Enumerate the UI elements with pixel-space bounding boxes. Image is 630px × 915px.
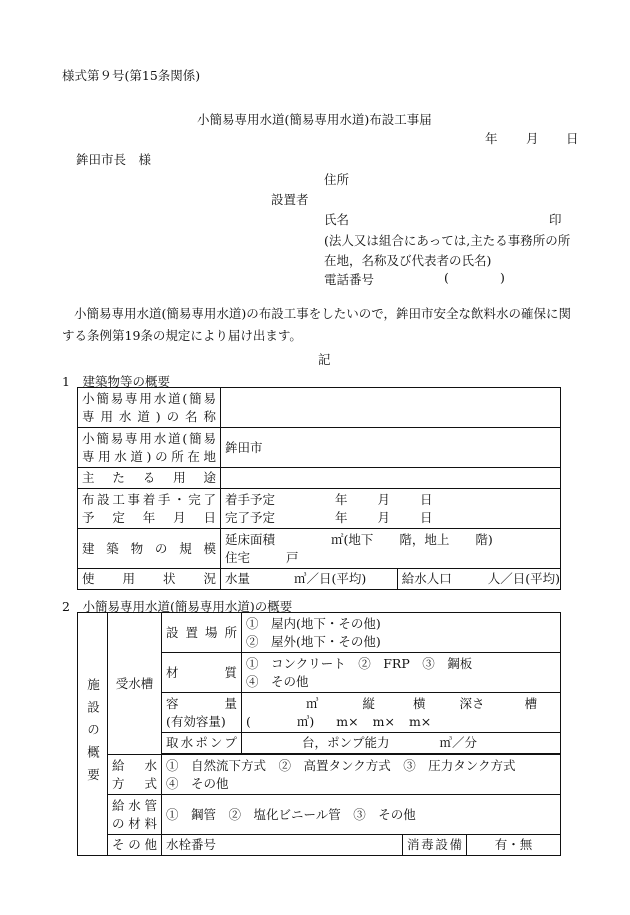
name-label: 氏名	[324, 212, 350, 227]
building-summary-table	[77, 387, 561, 590]
phone-open-paren: (	[444, 270, 449, 285]
facility-summary-table	[77, 612, 561, 856]
location-value[interactable]: 鉾田市	[221, 428, 561, 468]
facility-label: 施設の概要	[78, 613, 108, 856]
usage-value[interactable]	[221, 468, 561, 489]
water-name-label: 小簡易専用水道(簡易 専用水道)の名称	[78, 388, 221, 428]
usage-status-value[interactable]: 水量 ㎥／日(平均) 給水人口 人／日(平均)	[221, 569, 561, 590]
ki-mark: 記	[318, 352, 331, 367]
date-day: 日	[566, 131, 579, 146]
seal-mark: 印	[549, 212, 562, 227]
material-options[interactable]: ① コンクリート ② FRP ③ 鋼板 ④ その他	[242, 653, 561, 693]
tank-label: 受水槽	[108, 613, 162, 755]
corp-note-1: (法人又は組合にあっては,主たる事務所の所	[324, 233, 571, 248]
section2-heading: 2 小簡易専用水道(簡易専用水道)の概要	[62, 599, 293, 614]
form-number: 様式第９号(第15条関係)	[62, 68, 201, 83]
material-label: 材質	[162, 653, 242, 693]
capacity-label: 容量 (有効容量)	[162, 693, 242, 733]
pump-label: 取水ポンプ	[162, 733, 242, 754]
capacity-value[interactable]: ㎥ 縦 横 深さ 槽 ( ㎥) m× m× m×	[242, 693, 561, 733]
period-label: 布設工事着手・完了 予定年月日	[78, 489, 221, 529]
pipe-options[interactable]: ① 鋼管 ② 塩化ビニール管 ③ その他	[162, 795, 561, 835]
water-name-value[interactable]	[221, 388, 561, 428]
declaration-text: 小簡易専用水道(簡易専用水道)の布設工事をしたいので，鉾田市安全な飲料水の確保に関する条例第19条の規定により届け出ます。	[62, 306, 572, 343]
usage-status-label: 使用状況	[78, 569, 221, 590]
hydrant-number[interactable]: 水栓番号	[162, 835, 403, 856]
scale-label: 建築物の規模	[78, 529, 221, 569]
supply-method-options[interactable]: ① 自然流下方式 ② 高置タンク方式 ③ 圧力タンク方式 ④ その他	[162, 755, 561, 795]
disinfection-label: 消毒設備	[403, 835, 467, 856]
phone-label: 電話番号	[324, 272, 375, 287]
date-year: 年	[485, 131, 498, 146]
period-value[interactable]: 着手予定 年 月 日 完了予定 年 月 日	[221, 489, 561, 529]
location-label: 小簡易専用水道(簡易 専用水道)の所在地	[78, 428, 221, 468]
address-label: 住所	[324, 172, 350, 187]
scale-value[interactable]: 延床面積 ㎡(地下 階，地上 階) 住宅 戸	[221, 529, 561, 569]
other-label: その他	[108, 835, 162, 856]
pipe-label: 給水管 の材料	[108, 795, 162, 835]
install-place-options[interactable]: ① 屋内(地下・その他) ② 屋外(地下・その他)	[242, 613, 561, 653]
pump-value[interactable]: 台，ポンプ能力 ㎥／分	[242, 733, 561, 754]
section1-heading: 1 建築物等の概要	[62, 374, 170, 389]
corp-note-2: 在地，名称及び代表者の氏名)	[324, 253, 492, 268]
usage-label: 主たる用途	[78, 468, 221, 489]
supply-method-label: 給水 方式	[108, 755, 162, 795]
phone-close-paren: )	[500, 270, 505, 285]
installer-label: 設置者	[271, 192, 309, 207]
install-place-label: 設置場所	[162, 613, 242, 653]
document-title: 小簡易専用水道(簡易専用水道)布設工事届	[197, 112, 432, 127]
disinfection-value[interactable]: 有・無	[467, 835, 561, 856]
addressee: 鉾田市長 様	[76, 152, 152, 167]
date-month: 月	[526, 131, 539, 146]
